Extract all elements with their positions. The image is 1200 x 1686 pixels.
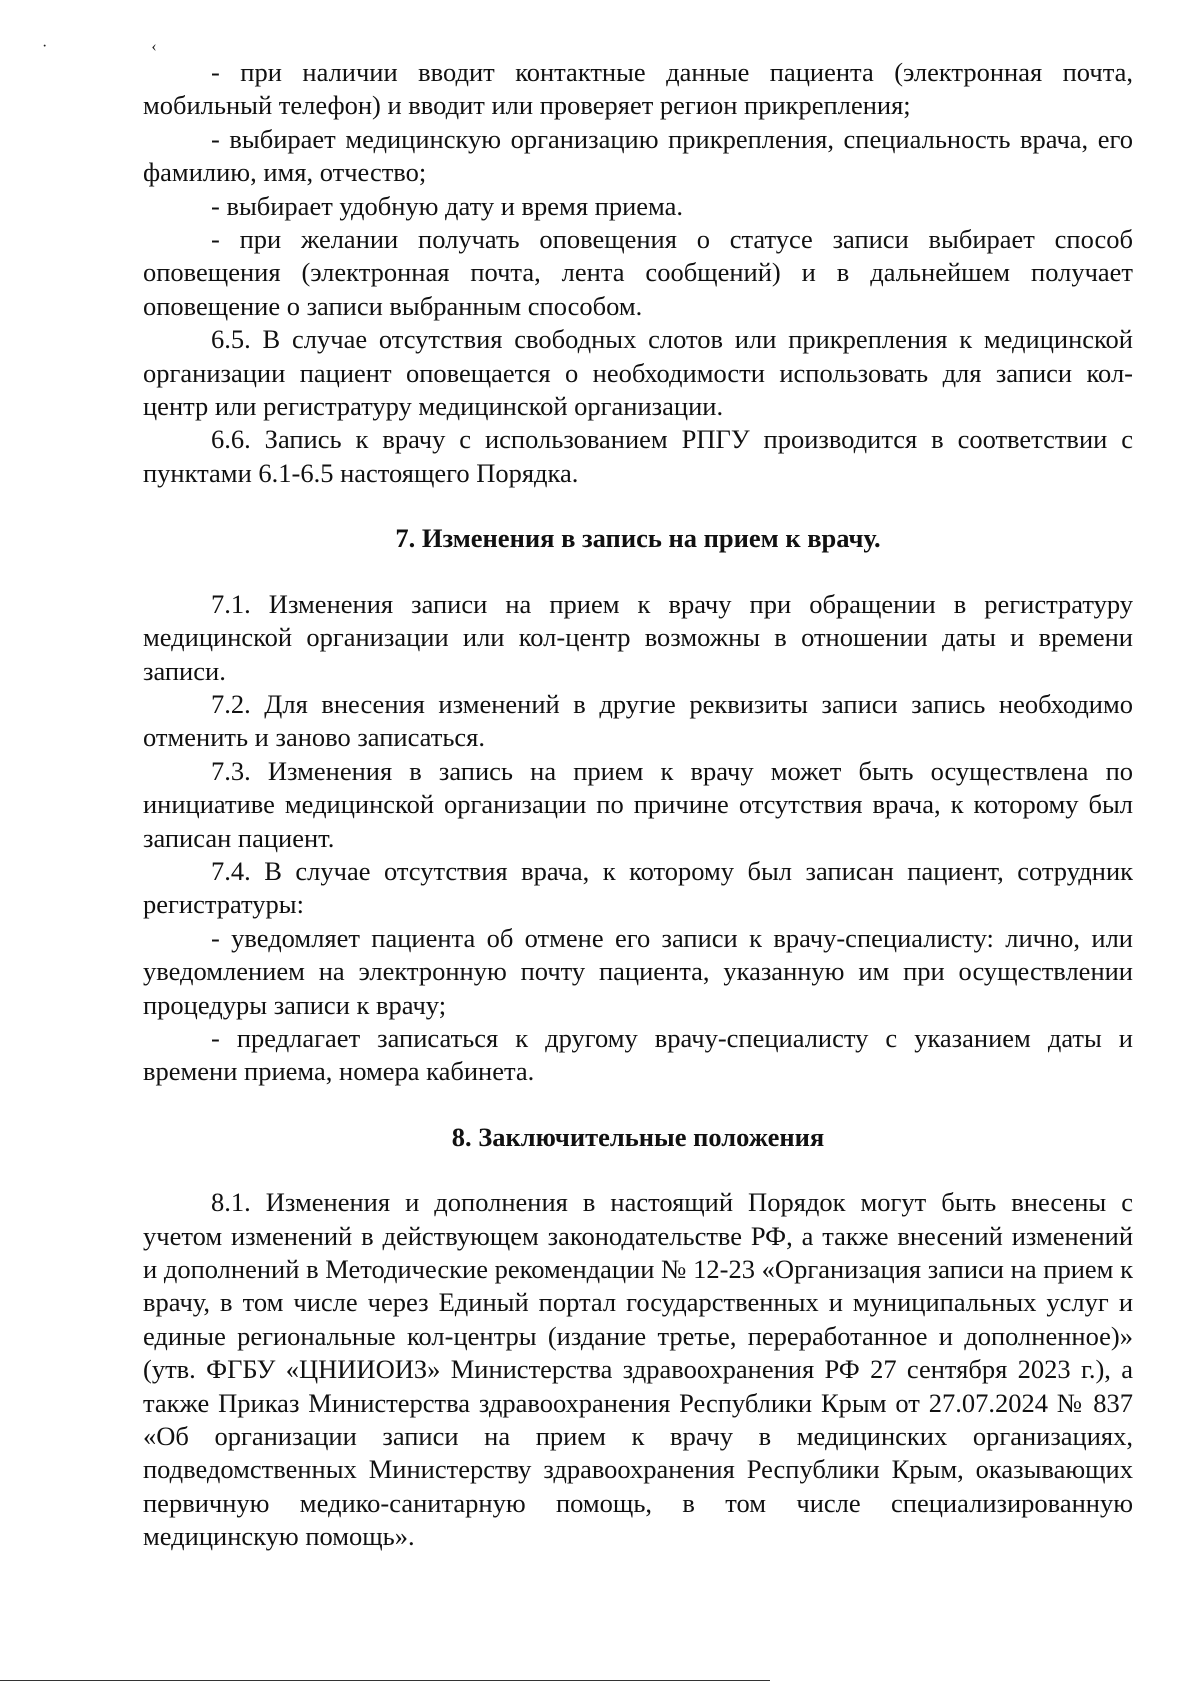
paragraph: - выбирает медицинскую организацию прикрепления, специальность врача, его фамилию, имя, отчество; bbox=[143, 123, 1133, 188]
paragraph: - при желании получать оповещения о статусе записи выбирает способ оповещения (электронная почта, лента сообщений) и в дальнейшем получает оповещение о записи выбранным способом. bbox=[143, 224, 1133, 321]
document-page bbox=[143, 56, 1133, 1554]
paragraph: 8.1. Изменения и дополнения в настоящий Порядок могут быть внесены с учетом изменений в действующем законодательстве РФ, а также внесений изменений и дополнений в Методические рекомендации № 12-23 «Организация записи на прием к врачу, в том числе через Единый портал государственных и муниципальных услуг и единые региональные кол-центры (издание третье, переработанное и дополненное)» (утв. ФГБУ «ЦНИИОИЗ» Министерства здравоохранения РФ 27 сентября 2023 г.), а также Приказ Министерства здравоохранения Республики Крым от 27.07.2024 № 837 «Об организации записи на прием к врачу в медицинских организациях, подведомственных Министерству здравоохранения Республики Крым, оказывающих первичную медико-санитарную помощь, в том числе специализированную медицинскую помощь». bbox=[143, 1187, 1133, 1552]
paragraph: 7.2. Для внесения изменений в другие реквизиты записи запись необходимо отменить и заново записаться. bbox=[143, 688, 1133, 753]
paragraph: - уведомляет пациента об отмене его записи к врачу-специалисту: лично, или уведомлением на электронную почту пациента, указанную им при осуществлении процедуры записи к врачу; bbox=[143, 922, 1133, 1020]
paragraph: 7.1. Изменения записи на прием к врачу при обращении в регистратуру медицинской организации или кол-центр возможны в отношении даты и времени записи. bbox=[143, 588, 1133, 686]
bottom-rule bbox=[0, 1680, 770, 1681]
paragraph: - выбирает удобную дату и время приема. bbox=[211, 190, 683, 221]
scan-marks: · ‹ bbox=[42, 38, 207, 55]
section-7 bbox=[143, 588, 1133, 1089]
paragraph: 7.4. В случае отсутствия врача, к которому был записан пациент, сотрудник регистратуры: bbox=[143, 855, 1133, 920]
section-8-heading: 8. Заключительные положения bbox=[451, 1121, 825, 1152]
section-8 bbox=[143, 1186, 1133, 1553]
paragraph: - при наличии вводит контактные данные пациента (электронная почта, мобильный телефон) и вводит или проверяет регион прикрепления; bbox=[143, 57, 1133, 121]
paragraph: 6.5. В случае отсутствия свободных слотов или прикрепления к медицинской организации пациент оповещается о необходимости использовать для записи кол-центр или регистратуру медицинской организации. bbox=[143, 324, 1133, 422]
section-6-continuation bbox=[143, 56, 1133, 490]
paragraph: 7.3. Изменения в запись на прием к врачу может быть осуществлена по инициативе медицинской организации по причине отсутствия врача, к которому был записан пациент. bbox=[143, 755, 1133, 853]
paragraph: 6.6. Запись к врачу с использованием РПГУ производится в соответствии с пунктами 6.1-6.5 настоящего Порядка. bbox=[143, 424, 1133, 488]
paragraph: - предлагает записаться к другому врачу-специалисту с указанием даты и времени приема, номера кабинета. bbox=[143, 1022, 1133, 1087]
section-7-heading: 7. Изменения в запись на прием к врачу. bbox=[395, 523, 881, 554]
